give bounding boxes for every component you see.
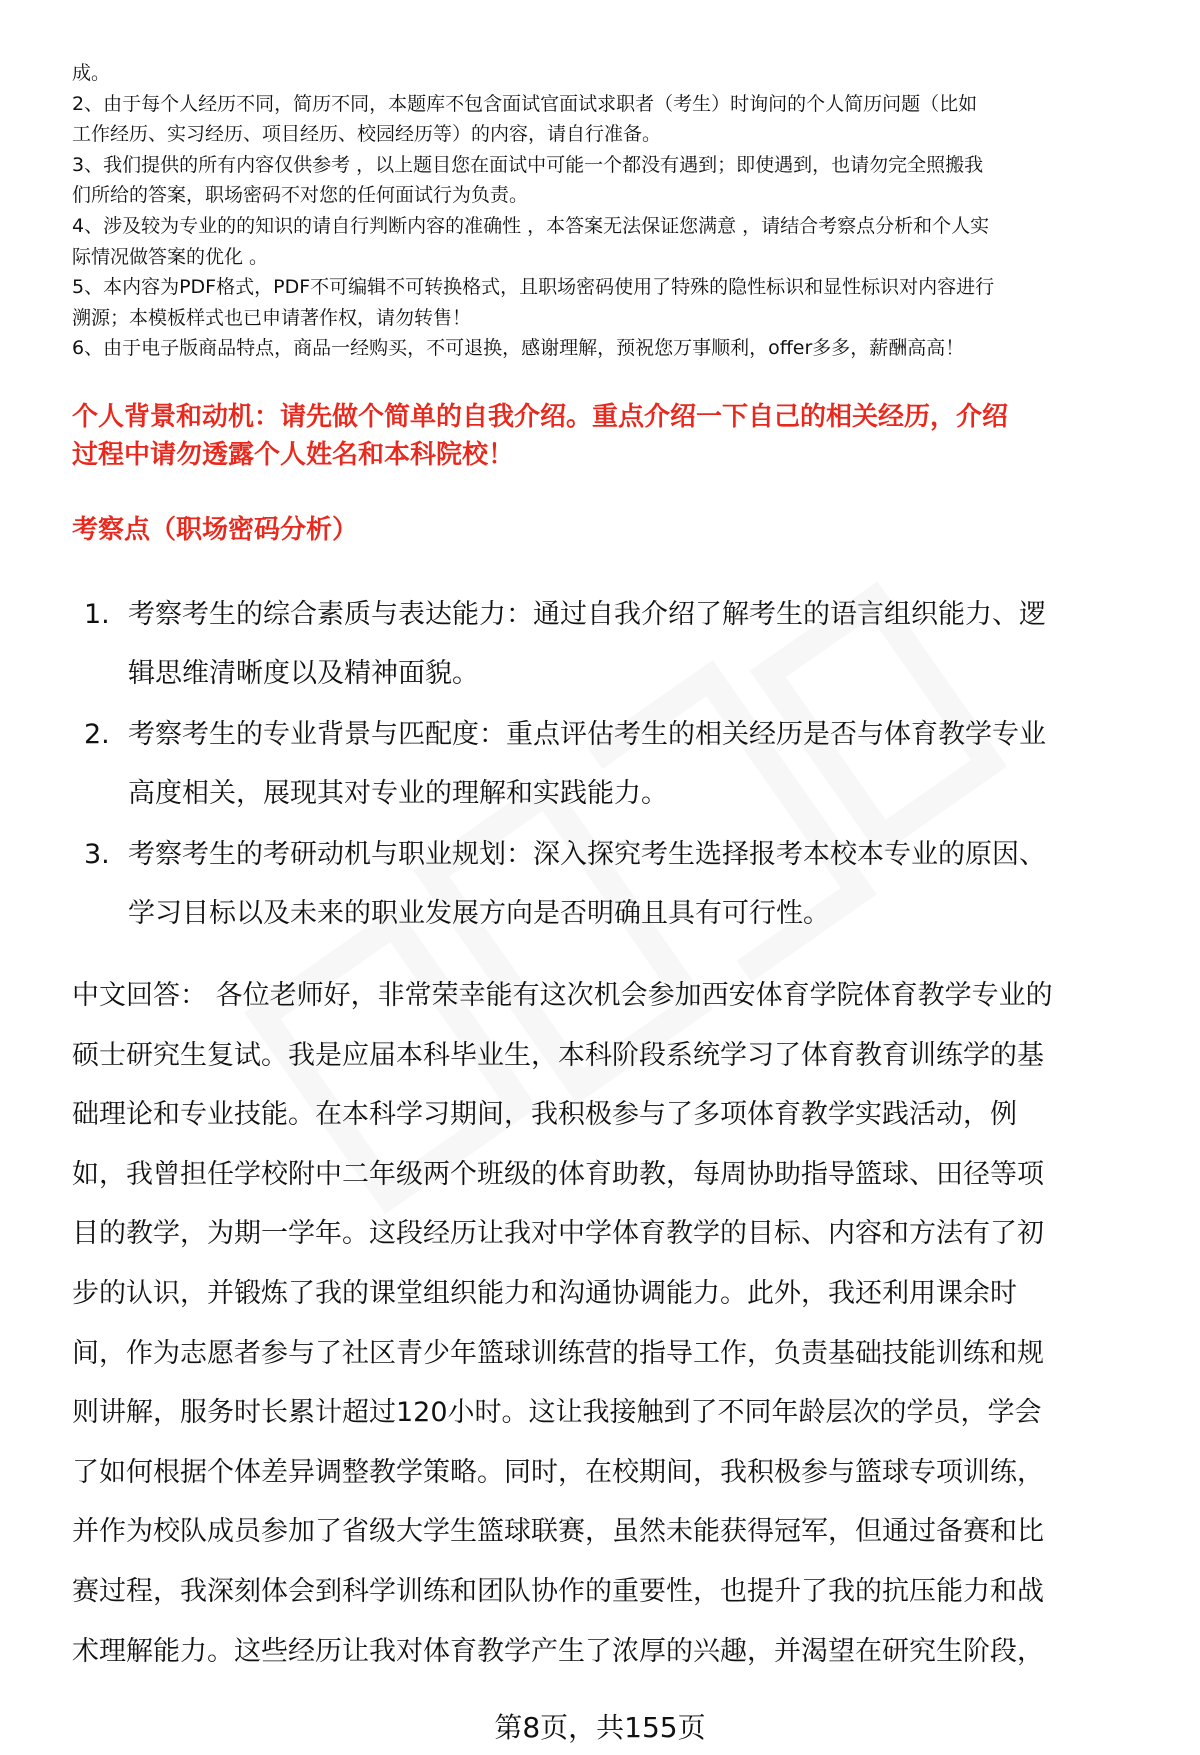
answer-line: 硕士研究生复试。我是应届本科毕业生，本科阶段系统学习了体育教育训练学的基 [72, 1039, 1044, 1071]
answer-line: 目的教学，为期一学年。这段经历让我对中学体育教学的目标、内容和方法有了初 [72, 1218, 1044, 1250]
analysis-point [84, 585, 1154, 703]
disclaimer-notes [72, 58, 1152, 364]
analysis-title: 考察点（职场密码分析） [72, 515, 359, 545]
point-line: 学习目标以及未来的职业发展方向是否明确且具有可行性。 [128, 898, 830, 929]
analysis-point [84, 705, 1154, 823]
note-line: 4、涉及较为专业的的知识的请自行判断内容的准确性 ，本答案无法保证您满意 ，请结合考察点分析和个人实 [72, 214, 990, 237]
note-line: 溯源；本模板样式也已申请著作权，请勿转售！ [72, 306, 472, 329]
point-number: 3. [84, 839, 110, 870]
answer-line: 间，作为志愿者参与了社区青少年篮球训练营的指导工作，负责基础技能训练和规 [72, 1337, 1044, 1369]
note-line: 2、由于每个人经历不同，简历不同，本题库不包含面试官面试求职者（考生）时询问的个人简历问题（比如 [72, 92, 978, 115]
point-number: 1. [84, 599, 110, 630]
answer-line: 础理论和专业技能。在本科学习期间，我积极参与了多项体育教学实践活动，例 [72, 1099, 1017, 1131]
point-line: 考察考生的考研动机与职业规划：深入探究考生选择报考本校本专业的原因、 [128, 839, 1046, 870]
question-heading [72, 398, 1152, 474]
point-line: 考察考生的综合素质与表达能力：通过自我介绍了解考生的语言组织能力、逻 [128, 599, 1046, 630]
point-number: 2. [84, 719, 110, 750]
point-line: 考察考生的专业背景与匹配度：重点评估考生的相关经历是否与体育教学专业 [128, 719, 1046, 750]
answer-line: 赛过程，我深刻体会到科学训练和团队协作的重要性，也提升了我的抗压能力和战 [72, 1575, 1044, 1607]
answer-line: 中文回答： 各位老师好，非常荣幸能有这次机会参加西安体育学院体育教学专业的 [72, 980, 1053, 1011]
question-line: 过程中请勿透露个人姓名和本科院校！ [72, 440, 515, 470]
note-line: 成。 [72, 62, 111, 84]
analysis-points [84, 585, 1154, 945]
note-line: 6、由于电子版商品特点，商品一经购买，不可退换，感谢理解，预祝您万事顺利，offer多多，薪酬高高！ [72, 337, 965, 360]
note-line: 们所给的答案，职场密码不对您的任何面试行为负责。 [72, 184, 529, 207]
answer-line: 则讲解，服务时长累计超过120小时。这让我接触到了不同年龄层次的学员，学会 [72, 1397, 1042, 1429]
note-line: 际情况做答案的优化 。 [72, 245, 269, 268]
answer-line: 并作为校队成员参加了省级大学生篮球联赛，虽然未能获得冠军，但通过备赛和比 [72, 1516, 1044, 1548]
note-line: 3、我们提供的所有内容仅供参考 ，以上题目您在面试中可能一个都没有遇到；即使遇到，也请勿完全照搬我 [72, 153, 984, 176]
page-number: 第8页，共155页 [494, 1711, 706, 1744]
answer-line: 如，我曾担任学校附中二年级两个班级的体育助教，每周协助指导篮球、田径等项 [72, 1158, 1044, 1190]
answer-line: 术理解能力。这些经历让我对体育教学产生了浓厚的兴趣，并渴望在研究生阶段， [72, 1635, 1044, 1667]
analysis-point [84, 825, 1154, 943]
question-line: 个人背景和动机：请先做个简单的自我介绍。重点介绍一下自己的相关经历，介绍 [72, 402, 1009, 432]
point-line: 辑思维清晰度以及精神面貌。 [128, 658, 479, 689]
note-line: 工作经历、实习经历、项目经历、校园经历等）的内容，请自行准备。 [72, 123, 662, 146]
note-line: 5、本内容为PDF格式，PDF不可编辑不可转换格式，且职场密码使用了特殊的隐性标识和显性标识对内容进行 [72, 276, 995, 299]
point-line: 高度相关，展现其对专业的理解和实践能力。 [128, 778, 668, 809]
answer-text [72, 966, 1162, 1681]
answer-line: 了如何根据个体差异调整教学策略。同时，在校期间，我积极参与篮球专项训练， [72, 1456, 1044, 1488]
answer-line: 步的认识，并锻炼了我的课堂组织能力和沟通协调能力。此外，我还利用课余时 [72, 1277, 1017, 1309]
